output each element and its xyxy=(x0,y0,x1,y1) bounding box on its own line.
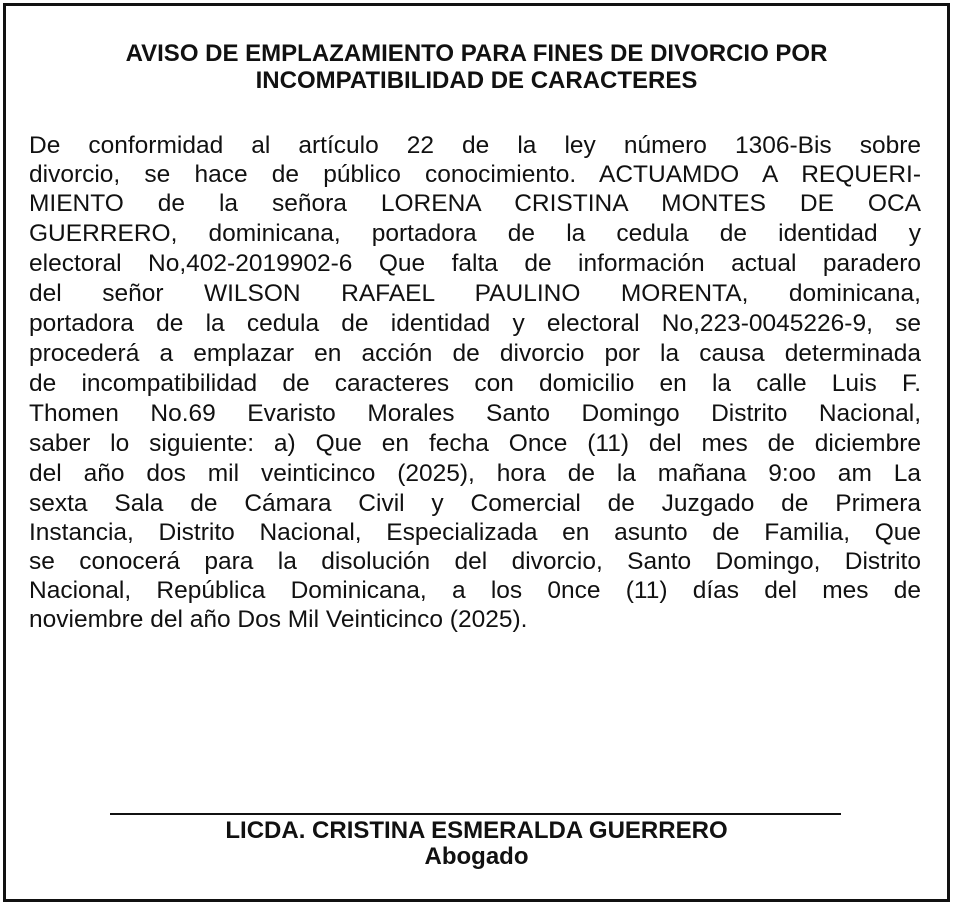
body-line: noviembre del año Dos Mil Veinticinco (2025). xyxy=(29,606,528,633)
body-line: de incompatibilidad de caracteres con domicilio en la calle Luis F. xyxy=(29,370,921,397)
signer-name: LICDA. CRISTINA ESMERALDA GUERRERO xyxy=(225,817,728,844)
body-line: del señor WILSON RAFAEL PAULINO MORENTA, dominicana, xyxy=(29,280,921,307)
notice-title xyxy=(6,40,947,94)
notice-title-line: AVISO DE EMPLAZAMIENTO PARA FINES DE DIVORCIO POR xyxy=(125,40,828,67)
signature-rule xyxy=(110,813,841,815)
body-line: De conformidad al artículo 22 de la ley número 1306-Bis sobre xyxy=(29,132,921,159)
body-line: portadora de la cedula de identidad y electoral No,223-0045226-9, se xyxy=(29,310,921,337)
body-line: electoral No,402-2019902-6 Que falta de información actual paradero xyxy=(29,250,921,277)
body-line: procederá a emplazar en acción de divorcio por la causa determinada xyxy=(29,340,921,367)
body-line: sexta Sala de Cámara Civil y Comercial de Juzgado de Primera xyxy=(29,490,921,517)
body-line: Nacional, República Dominicana, a los 0nce (11) días del mes de xyxy=(29,577,921,604)
body-line: Thomen No.69 Evaristo Morales Santo Domingo Distrito Nacional, xyxy=(29,400,921,427)
body-line: GUERRERO, dominicana, portadora de la cedula de identidad y xyxy=(29,220,921,247)
notice-body xyxy=(29,131,921,635)
signer-role: Abogado xyxy=(424,843,529,870)
body-line: divorcio, se hace de público conocimiento. ACTUAMDO A REQUERI- xyxy=(29,161,921,188)
body-line: se conocerá para la disolución del divorcio, Santo Domingo, Distrito xyxy=(29,548,921,575)
notice-title-line: INCOMPATIBILIDAD DE CARACTERES xyxy=(255,67,698,94)
body-line: MIENTO de la señora LORENA CRISTINA MONTES DE OCA xyxy=(29,190,921,217)
body-line: Instancia, Distrito Nacional, Especializada en asunto de Familia, Que xyxy=(29,519,921,546)
body-line: saber lo siguiente: a) Que en fecha Once (11) del mes de diciembre xyxy=(29,430,921,457)
notice-frame xyxy=(3,3,950,902)
body-line: del año dos mil veinticinco (2025), hora de la mañana 9:oo am La xyxy=(29,460,921,487)
